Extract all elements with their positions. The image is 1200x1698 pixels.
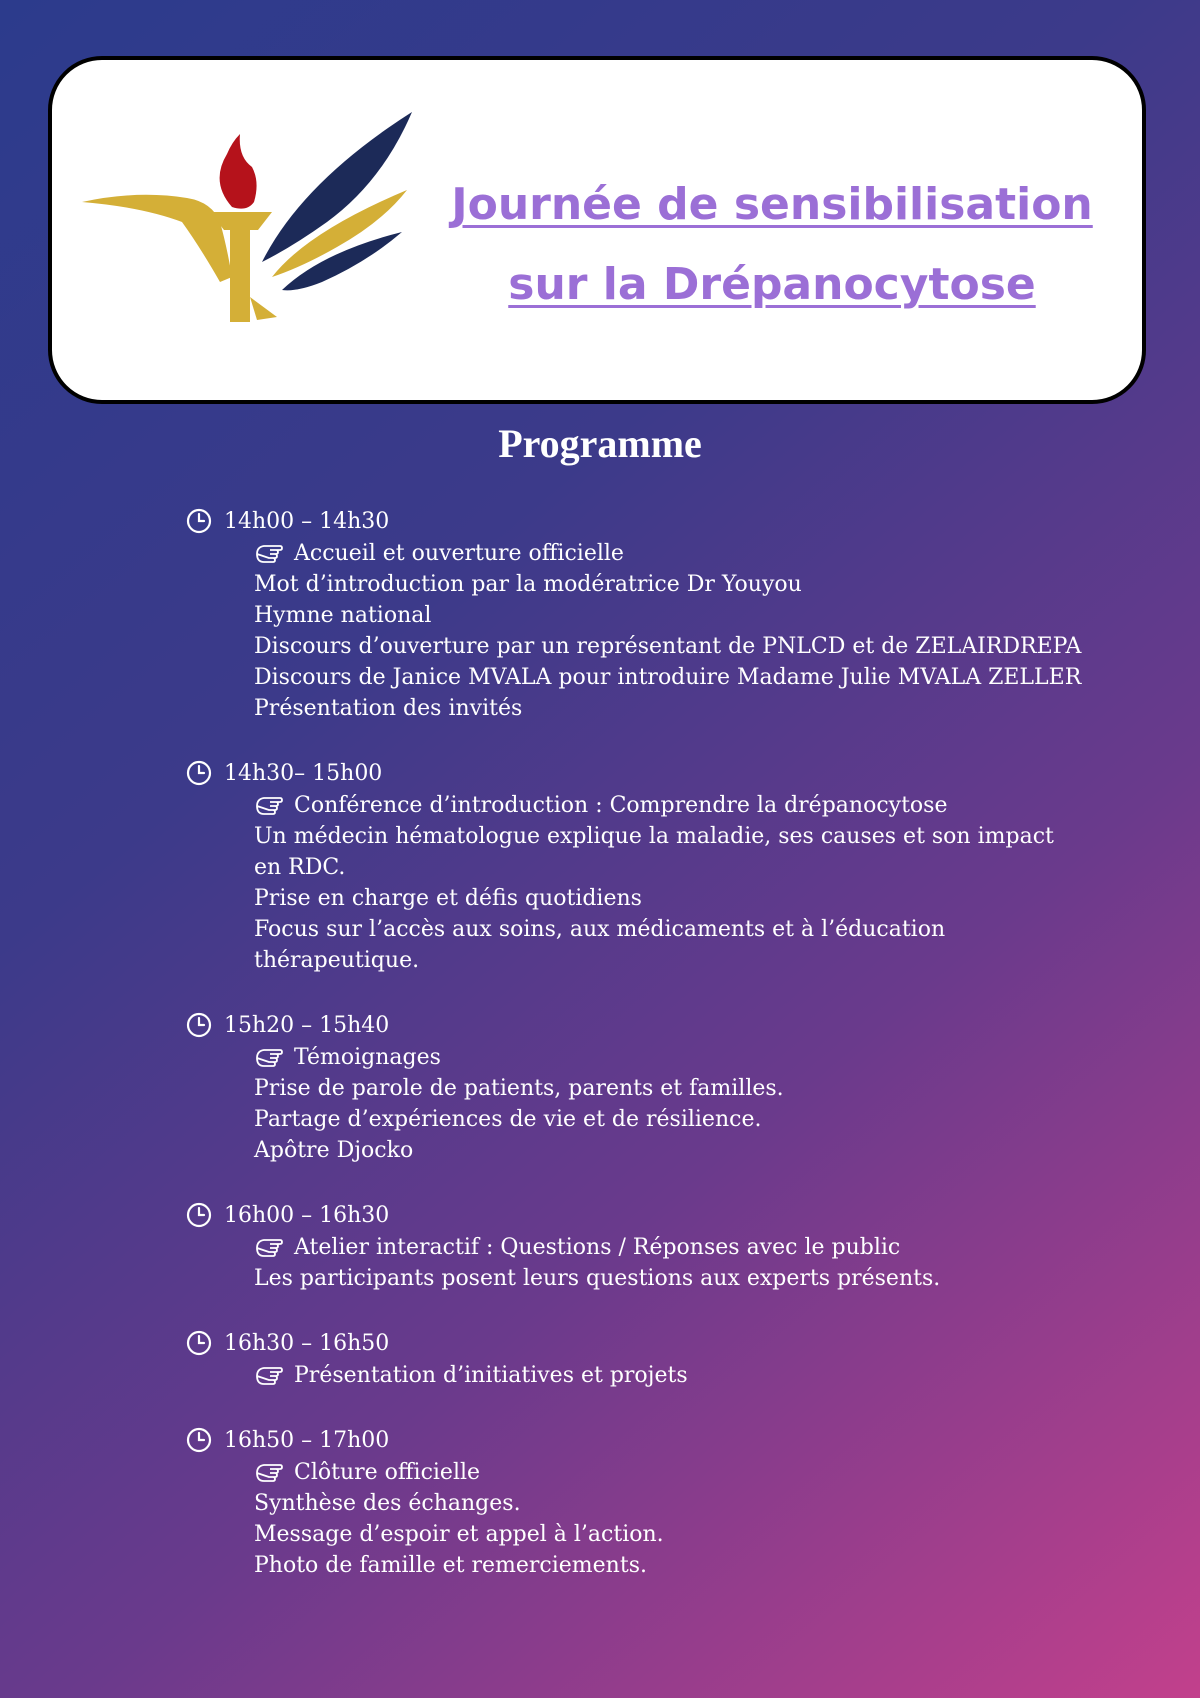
slot-time: 14h00 – 14h30 xyxy=(224,508,390,534)
session-title-row xyxy=(254,1457,1086,1488)
session-title: Atelier interactif : Questions / Réponses avec le public xyxy=(294,1235,901,1260)
session-detail-line: Focus sur l’accès aux soins, aux médicaments et à l’éducation thérapeutique. xyxy=(254,917,946,973)
pointing-hand-icon xyxy=(254,1045,284,1071)
session-detail-line: Prise en charge et défis quotidiens xyxy=(254,886,642,911)
session-detail-line: Discours de Janice MVALA pour introduire Madame Julie MVALA ZELLER xyxy=(254,665,1082,690)
program-slot xyxy=(186,1008,1086,1166)
slot-time: 16h50 – 17h00 xyxy=(224,1427,390,1453)
program-slot xyxy=(186,504,1086,724)
pointing-hand-icon xyxy=(254,1363,284,1389)
torch-bird-logo xyxy=(82,112,412,327)
session-detail-line: Discours d’ouverture par un représentant de PNLCD et de ZELAIRDREPA xyxy=(254,634,1082,659)
pointing-hand-icon xyxy=(254,793,284,819)
session-title-row xyxy=(254,1360,1086,1391)
program-slot xyxy=(186,756,1086,976)
page-title: Journée de sensibilisation sur la Drépanocytose xyxy=(451,179,1093,310)
pointing-hand-icon xyxy=(254,1460,284,1486)
session-detail-line: Mot d’introduction par la modératrice Dr Youyou xyxy=(254,572,802,597)
time-row xyxy=(186,1008,1086,1042)
session-title: Témoignages xyxy=(294,1045,441,1070)
session-detail-line: Hymne national xyxy=(254,603,432,628)
program-heading: Programme xyxy=(498,421,702,466)
slot-time: 15h20 – 15h40 xyxy=(224,1012,390,1038)
slot-time: 16h00 – 16h30 xyxy=(224,1202,390,1228)
time-row xyxy=(186,504,1086,538)
session-detail-line: Prise de parole de patients, parents et familles. xyxy=(254,1076,784,1101)
time-row xyxy=(186,756,1086,790)
slot-body xyxy=(254,1360,1086,1391)
session-detail-line: Un médecin hématologue explique la maladie, ses causes et son impact en RDC. xyxy=(254,824,1054,880)
session-detail-line: Message d’espoir et appel à l’action. xyxy=(254,1522,664,1547)
slot-time: 14h30– 15h00 xyxy=(224,760,383,786)
time-row xyxy=(186,1326,1086,1360)
session-title: Présentation d’initiatives et projets xyxy=(294,1363,688,1388)
pointing-hand-icon xyxy=(254,1235,284,1261)
clock-icon xyxy=(186,1330,212,1356)
session-detail-line: Partage d’expériences de vie et de résilience. xyxy=(254,1107,762,1132)
program-slot xyxy=(186,1326,1086,1391)
session-title-row xyxy=(254,1042,1086,1073)
session-detail-line: Photo de famille et remerciements. xyxy=(254,1553,647,1578)
slot-body xyxy=(254,1457,1086,1581)
clock-icon xyxy=(186,1012,212,1038)
session-title: Accueil et ouverture officielle xyxy=(294,541,624,566)
slot-body xyxy=(254,1232,1086,1294)
session-detail-line: Apôtre Djocko xyxy=(254,1138,414,1163)
slot-body xyxy=(254,538,1086,724)
clock-icon xyxy=(186,1427,212,1453)
program-slot xyxy=(186,1423,1086,1581)
slot-time: 16h30 – 16h50 xyxy=(224,1330,390,1356)
slot-body xyxy=(254,1042,1086,1166)
pointing-hand-icon xyxy=(254,541,284,567)
program-slot xyxy=(186,1198,1086,1294)
session-detail-line: Les participants posent leurs questions aux experts présents. xyxy=(254,1266,941,1291)
clock-icon xyxy=(186,760,212,786)
session-detail-line: Synthèse des échanges. xyxy=(254,1491,521,1516)
session-title-row xyxy=(254,538,1086,569)
header-card xyxy=(48,56,1146,404)
session-title-row xyxy=(254,1232,1086,1263)
session-title: Conférence d’introduction : Comprendre la drépanocytose xyxy=(294,793,948,818)
time-row xyxy=(186,1423,1086,1457)
clock-icon xyxy=(186,508,212,534)
time-row xyxy=(186,1198,1086,1232)
session-title: Clôture officielle xyxy=(294,1460,481,1485)
slot-body xyxy=(254,790,1086,976)
program-list xyxy=(186,504,1086,1613)
session-detail-line: Présentation des invités xyxy=(254,696,523,721)
clock-icon xyxy=(186,1202,212,1228)
session-title-row xyxy=(254,790,1086,821)
